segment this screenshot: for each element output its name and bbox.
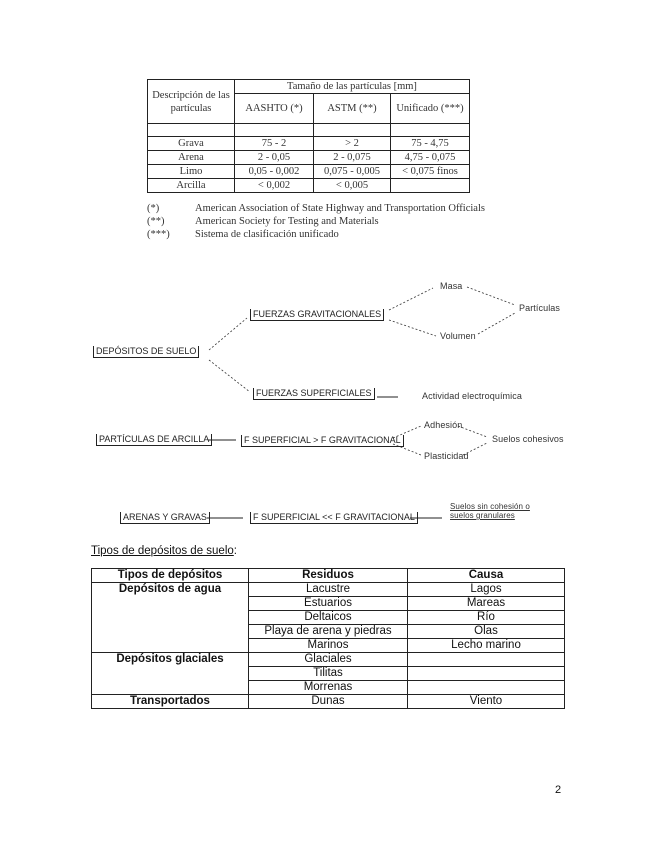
connector-line	[478, 313, 515, 334]
footnote: (*) American Association of State Highway and Transportation Officials	[147, 203, 485, 214]
f-sup-ll-grav-box: F SUPERFICIAL << F GRAVITACIONAL	[250, 512, 418, 524]
fuerzas-gravitacionales-box: FUERZAS GRAVITACIONALES	[250, 309, 384, 321]
footnote: (***) Sistema de clasificación unificado	[147, 229, 339, 240]
table-row: Tilitas	[92, 667, 565, 681]
particulas-label: Partículas	[519, 303, 561, 313]
masa-label: Masa	[440, 281, 463, 291]
arenas-gravas-box: ARENAS Y GRAVAS	[120, 512, 210, 524]
group-type: Depósitos de agua	[92, 583, 249, 653]
table-row: Depósitos glaciales Glaciales	[92, 653, 565, 667]
table-row: Depósitos de agua Lacustre Lagos	[92, 583, 565, 597]
group-type: Transportados	[92, 695, 249, 709]
table-row: Arcilla < 0,002 < 0,005	[148, 179, 470, 193]
sin-cohesion-label: Suelos sin cohesión o suelos granulares	[450, 502, 530, 520]
adhesion-label: Adhesión	[424, 420, 463, 430]
connector-line	[209, 360, 250, 392]
table-row: Arena 2 - 0,05 2 - 0,075 4,75 - 0,075	[148, 151, 470, 165]
fuerzas-superficiales-box: FUERZAS SUPERFICIALES	[253, 388, 375, 400]
header-tipos: Tipos de depósitos	[92, 569, 249, 583]
table-row: Playa de arena y piedras Olas	[92, 625, 565, 639]
header-causa: Causa	[408, 569, 565, 583]
page-number: 2	[555, 784, 562, 796]
connector-line	[467, 287, 515, 305]
table-row: Transportados Dunas Viento	[92, 695, 565, 709]
suelos-cohesivos-label: Suelos cohesivos	[492, 434, 564, 444]
volumen-label: Volumen	[440, 331, 476, 341]
header-description: Descripción de las partículas	[148, 80, 235, 124]
table-row: Grava 75 - 2 > 2 75 - 4,75	[148, 137, 470, 151]
deposits-table	[91, 568, 565, 709]
connector-line	[389, 320, 436, 336]
table-row: Marinos Lecho marino	[92, 639, 565, 653]
header-astm: ASTM (**)	[314, 94, 391, 124]
particulas-arcilla-box: PARTÍCULAS DE ARCILLA	[96, 434, 212, 446]
table-row: Limo 0,05 - 0,002 0,075 - 0,005 < 0,075 finos	[148, 165, 470, 179]
table-row: Morrenas	[92, 681, 565, 695]
f-sup-grav-box: F SUPERFICIAL > F GRAVITACIONAL	[241, 435, 404, 447]
actividad-label: Actividad electroquímica	[422, 391, 522, 401]
deposits-title: Tipos de depósitos de suelo:	[91, 545, 237, 557]
header-aashto: AASHTO (*)	[235, 94, 314, 124]
header-size-group: Tamaño de las partículas [mm]	[235, 80, 470, 94]
connector-line	[209, 318, 247, 350]
table-row: Deltaicos Río	[92, 611, 565, 625]
connector-line	[389, 288, 433, 310]
depositos-suelo-box: DEPÓSITOS DE SUELO	[93, 346, 199, 358]
plasticidad-label: Plasticidad	[424, 451, 469, 461]
header-residuos: Residuos	[249, 569, 408, 583]
footnote: (**) American Society for Testing and Materials	[147, 216, 379, 227]
header-unificado: Unificado (***)	[391, 94, 470, 124]
group-type: Depósitos glaciales	[92, 653, 249, 695]
table-row: Estuarios Mareas	[92, 597, 565, 611]
connector-line	[458, 426, 487, 437]
